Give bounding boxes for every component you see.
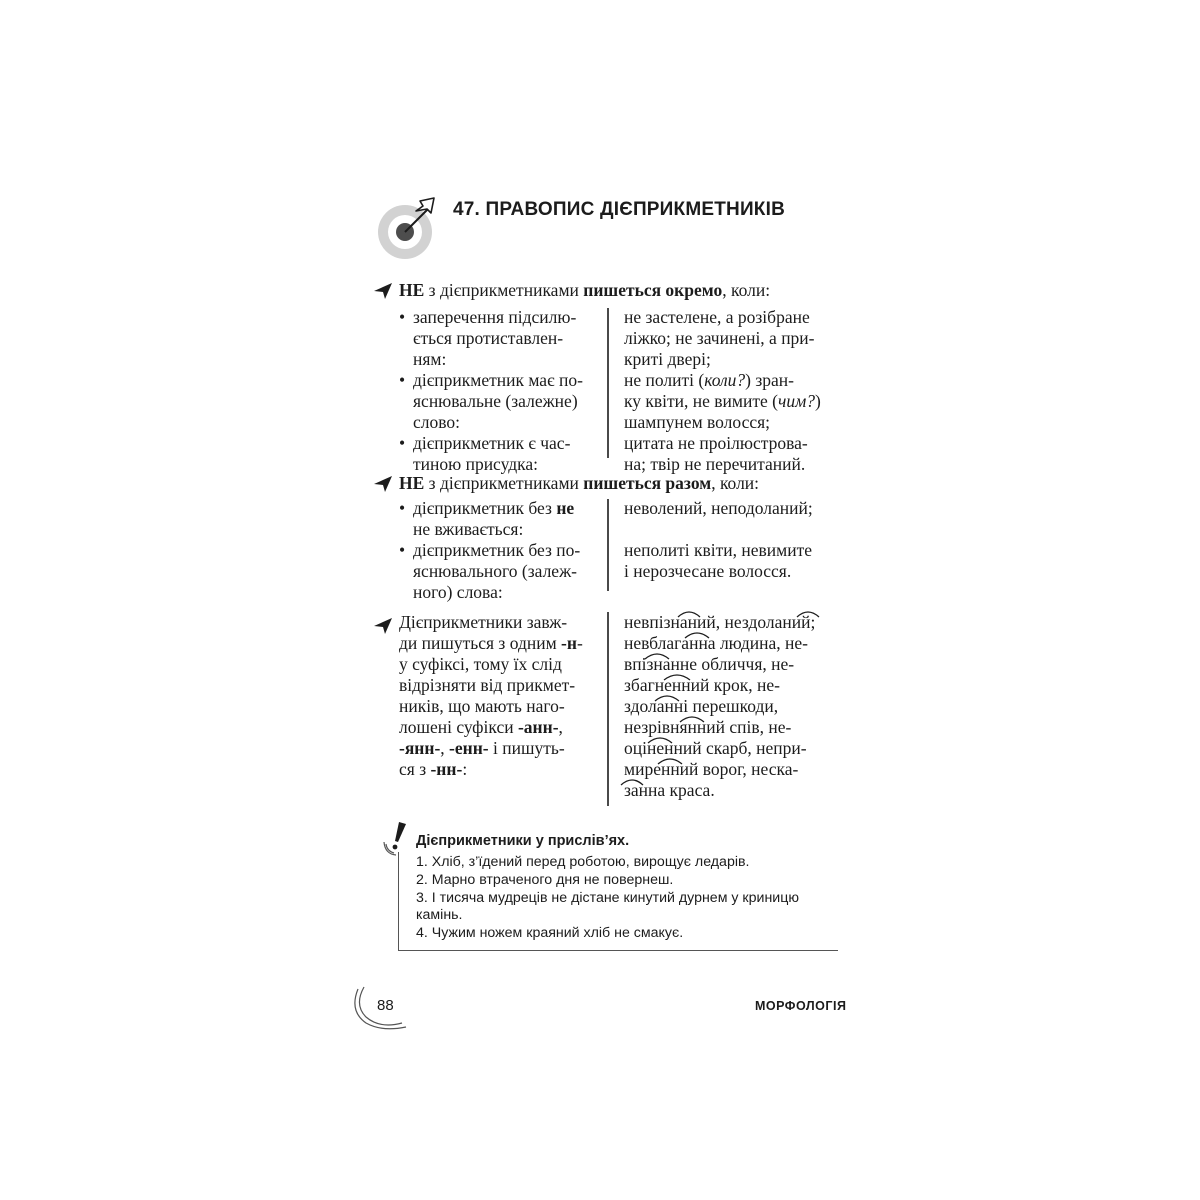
rule1-conditions: • заперечення підсилю- ється протиставлен- ням: • дієприкметник має по- яснювальне (залежне) слово: • дієприкметник є час- тиною присудка:	[399, 307, 583, 474]
proverb-item: 1. Хліб, з’їдений перед роботою, вирощує ледарів.	[416, 854, 750, 870]
rule2-heading: НЕ з дієприкметниками пишеться разом, коли:	[399, 473, 760, 493]
rule1-heading: НЕ з дієприкметниками пишеться окремо, коли:	[399, 280, 771, 300]
proverb-item: 2. Марно втраченого дня не повернеш.	[416, 872, 674, 888]
rule-arrow-icon	[373, 475, 393, 493]
proverb-item: 4. Чужим ножем краяний хліб не смакує.	[416, 925, 684, 941]
rule-arrow-icon	[373, 617, 393, 635]
rule2-conditions: • дієприкметник без не не вживається: • дієприкметник без по- яснювального (залеж- ного) слова:	[399, 498, 581, 602]
proverbs-title: Дієприкметники у прислів’ях.	[416, 833, 630, 849]
rule3-examples: невпізнаний, нездоланий; невблаганна людина, не- впізнанне обличчя, не- збагненний крок, не- здоланні перешкоди, незрівнянний спів, не- оціненний скарб, непри- миренний ворог, неска- занна краса.	[624, 612, 816, 800]
rule-arrow-icon	[373, 282, 393, 300]
column-divider	[607, 499, 609, 591]
proverb-item: 3. І тисяча мудреців не дістане кинутий дурнем у криницю	[416, 890, 799, 906]
rule3-text: Дієприкметники завж- ди пишуться з одним -н- у суфіксі, тому їх слід відрізняти від прикмет- ників, що мають наго- лошені суфікси -анн-, -янн-, -енн- і пишуть- ся з -нн-:	[399, 612, 583, 779]
section-name: МОРФОЛОГІЯ	[755, 999, 847, 1013]
proverbs-border	[398, 950, 838, 951]
exclamation-pen-icon	[383, 820, 413, 856]
proverbs-border	[398, 852, 399, 950]
column-divider	[607, 612, 609, 806]
page-title: 47. ПРАВОПИС ДІЄПРИКМЕТНИКІВ	[453, 199, 786, 220]
proverb-item: камінь.	[416, 907, 463, 923]
page-number: 88	[377, 997, 394, 1014]
column-divider	[607, 308, 609, 458]
suffix-arc-marks	[620, 608, 840, 808]
rule1-examples: не застелене, а розібране ліжко; не зачинені, а при- криті двері; не политі (коли?) зран- ку квіти, не вимите (чим?) шампунем волосся; цитата не проілюстрова- на; твір не перечитаний.	[624, 307, 821, 474]
target-arrow-icon	[374, 193, 444, 263]
rule2-examples: неволений, неподоланий; неполиті квіти, невимите і нерозчесане волосся.	[624, 498, 813, 581]
